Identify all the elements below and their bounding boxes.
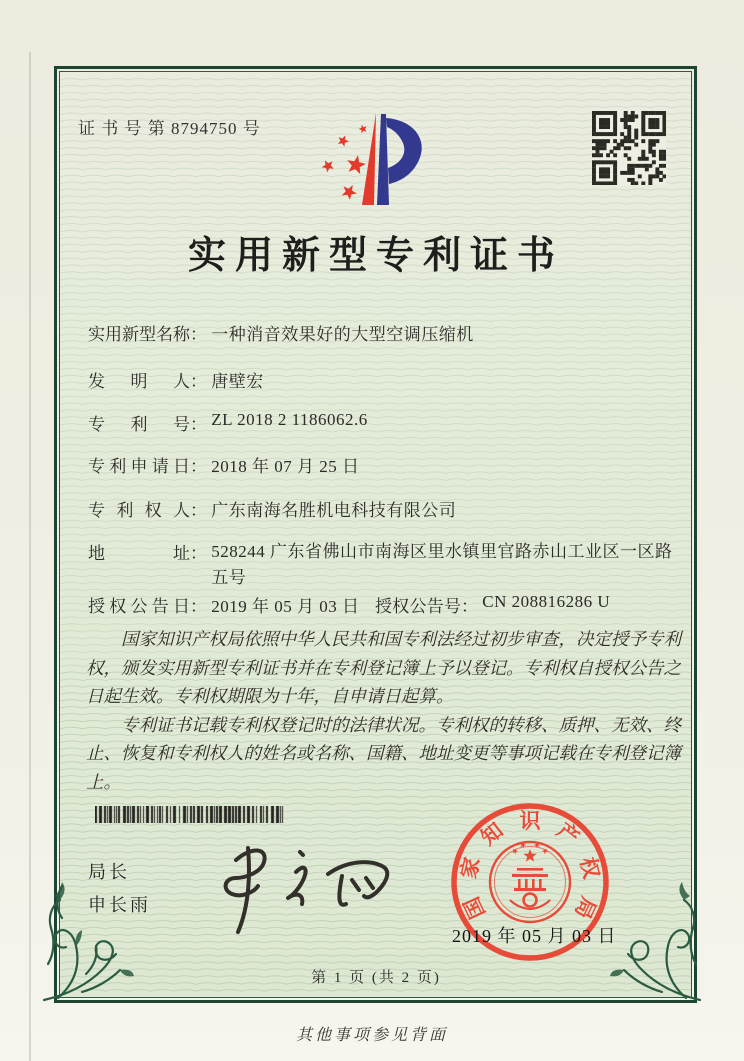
field-colon: ： (190, 415, 207, 434)
field-address (88, 539, 679, 591)
commissioner-title: 局长 (88, 862, 130, 882)
field-colon: ： (190, 372, 207, 391)
certificate-title: 实用新型专利证书 (187, 235, 564, 277)
svg-text:识: 识 (519, 808, 541, 833)
commissioner-signature (192, 834, 404, 938)
field-value: 2018 年 07 月 25 日 (211, 457, 360, 476)
certificate-number: 证 书 号 第 8794750 号 (78, 119, 261, 138)
legal-paragraph-2: 专利证书记载专利权登记时的法律状况。专利权的转移、质押、无效、终止、恢复和专利权人的姓名或名称、国籍、地址变更等事项记载在专利登记簿上。 (86, 714, 681, 792)
logo-blue-p-bowl (386, 118, 422, 184)
field-colon: ： (190, 501, 207, 520)
field-grant-row (88, 592, 611, 617)
field-label: 发明人 (88, 372, 190, 391)
svg-text:权: 权 (575, 854, 604, 881)
national-emblem (490, 842, 570, 922)
logo-blue-stem (377, 114, 389, 205)
field-patentee (88, 496, 456, 521)
field-label: 专利申请日 (88, 457, 190, 476)
field-value: ZL 2018 2 1186062.6 (211, 410, 368, 429)
field-label: 实用新型名称 (88, 325, 190, 344)
svg-text:产: 产 (552, 818, 584, 850)
field-value: 一种消音效果好的大型空调压缩机 (211, 325, 474, 344)
field-filing-date (88, 452, 360, 477)
scan-page-edge (29, 52, 31, 1061)
barcode (95, 806, 285, 823)
field-label: 专利权人 (88, 501, 190, 520)
field-label: 地址 (88, 544, 190, 563)
field-value: 2019 年 05 月 03 日 (211, 597, 360, 616)
field-colon: ： (190, 457, 207, 476)
field-value: CN 208816286 U (482, 592, 611, 611)
legal-text (86, 625, 684, 796)
back-side-note: 其他事项参见背面 (295, 1027, 448, 1044)
field-value: 广东南海名胜机电科技有限公司 (211, 501, 457, 520)
svg-text:局: 局 (570, 893, 601, 923)
page-number: 第 1 页 (共 2 页) (311, 970, 441, 986)
logo-red-wedge (362, 113, 376, 205)
seal-date: 2019 年 05 月 03 日 (452, 926, 617, 946)
field-colon: ： (190, 544, 207, 563)
field-value: 528244 广东省佛山市南海区里水镇里官路赤山工业区一区路五号 (211, 542, 673, 587)
field-inventor (88, 367, 264, 392)
field-colon: ： (190, 325, 207, 344)
field-label: 授权公告日 (88, 597, 190, 616)
logo-red-stars (322, 125, 367, 200)
field-label: 专利号 (88, 415, 190, 434)
field-colon: ： (461, 597, 478, 616)
field-colon: ： (190, 597, 207, 616)
field-patent-number (88, 410, 368, 435)
svg-text:知: 知 (476, 818, 508, 850)
cnipa-patent-logo (310, 108, 438, 208)
field-grant-number (375, 592, 610, 617)
field-label: 授权公告号 (375, 597, 461, 616)
field-value: 唐壁宏 (211, 372, 264, 391)
svg-text:国: 国 (459, 893, 490, 923)
commissioner-block (88, 856, 151, 922)
commissioner-name: 申长雨 (88, 895, 151, 915)
svg-text:家: 家 (456, 854, 485, 881)
qr-code (592, 111, 666, 185)
field-utility-model-name (88, 320, 474, 345)
legal-paragraph-1: 国家知识产权局依照中华人民共和国专利法经过初步审查，决定授予专利权，颁发实用新型专利证书并在专利登记簿上予以登记。专利权自授权公告之日起生效。专利权期限为十年，自申请日起算。 (86, 629, 681, 706)
